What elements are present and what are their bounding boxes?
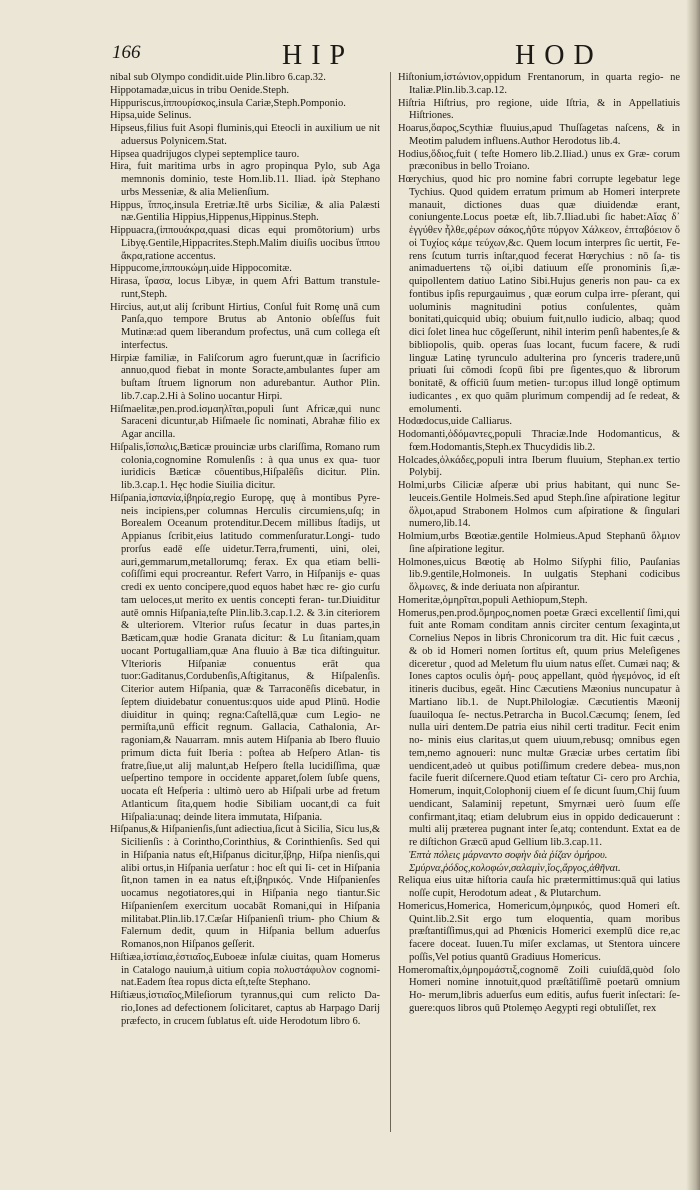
dictionary-entry: Hodius,ὅδιος,fuit ( teſte Homero lib.2.Iliad.) unus ex Græ- corum præconibus in bello Troiano. [398,148,680,173]
dictionary-entry: Hippus, ἵππος,insula Eretriæ.Itē urbs Siciliæ, & alia Palæsti næ.Gentilia Hippius,Hippenus,Hippinus.Steph. [110,199,380,224]
dictionary-entry: Holcades,ὁλκάδες,populi intra Iberum fluuium, Stephan.ex tertio Polybij. [398,454,680,479]
dictionary-entry: Hippuacra,(ἱππουάκρα,quasi dicas equi promōtorium) urbs Libyę.Gentile,Hippacrites.Steph.Malim diuiſis uocibus ἵππου ἄκρα,ratione accentus. [110,225,380,262]
dictionary-entry: Hiſpanus,& Hiſpanienſis,ſunt adiectiua,ſicut à Sicilia, Sicu lus,& Sicilienſis : à Corintho,Corinthius, & Corinthienſis. Sed qui in Hiſpania natus eſt,Hiſpanus dicitur,ἴβηρ, Hiſpa nienſis,qui alibi ortus,in Hiſpania uerſatur : hoc eſt qui Ii- cet in Hiſpania ſit,non tamen in ea natus eſt,ἰβηρικός. Vnde Hiſpanienſes uocamus negotiatores,qui in Hiſpania nego tiantur.Sic Hiſpanienſem exercitum uocabāt Romani,qui in Hiſpania militabat.Plin.lib.17.Cæſar Hiſpanienſi trium- pho Chium & Falernum dedit, quum in Hiſpania bellum aduerſus Romanos,non Hiſpanos geſſerit. [110,824,380,950]
dictionary-entry: Hircius, aut,ut alij ſcribunt Hirtius, Conſul fuit Romę unā cum Panſa,quo tempore Brutus ab Antonio obſeſſus fuit Mutinæ:ad quem liberandum profectus, unā cum collega eſt interfectus. [110,301,380,351]
left-column [110,72,380,1028]
dictionary-entry: Holmones,uicus Bœotię ab Holmo Siſyphi filio, Pauſanias lib.9.gentile,Holmoneis. In uulgatis Stephani codicibus ὅλμωνες, & inde deriuata non aſpirantur. [398,556,680,593]
dictionary-entry: Hodœdocus,uide Calliarus. [398,416,513,428]
dictionary-entry: Hiſpalis,ἵσπαλις,Bæticæ prouinciæ urbs clariſſima, Romano rum colonia,cognomine Romulenſis : à qua unus ex qua- tuor iuridicis Bæticæ cōuentibus,Hiſpalēſis dicitur. Plin. lib.3.cap.1. Hęc hodie Siuilia dicitur. [110,441,380,491]
dictionary-entry: Hiſtonium,ἱστώνιον,oppidum Frentanorum, in quarta regio- ne Italiæ.Plin.lib.3.cap.12. [398,72,680,96]
dictionary-entry: Hipsa,uide Selinus. [110,110,192,122]
right-column [398,72,680,1016]
dictionary-entry: Hiſpania,ἱσπανία,ἰβηρία,regio Europę, quę à montibus Pyre- neis incipiens,per columnas Herculis circumiens,uſq; in Borealem Oceanum protenditur.Decem millibus ſtadijs, ut Appianus ſcribit,eius latitudo commenſuratur.Longi- tudo prorſus eadē eſſe uidetur.Terra,frumenti, uini, olei, auri,gemmarum,metallorumq; ferax. Ex qua etiam belli- coſiſſimi equi procreantur. Refert Varro, in Hiſpanijs e- quas credi ex uento concipere,quod equos habet hæc re- gio curſu tam ueloces,ut merito ex uentis concepti feran- tur.Diuiditur autē omnis Hiſpania,teſte Plin.lib.3.cap.1.2. & 3.in citeriorem & ulteriorem. Vlterior ruſus ſecatur in duas partes,in Bæticam,quæ hodie Granata dicitur: & Lu ſitaniam,quam uocant Portugalliam,quæ Ana fluuio à Bæ tica diſtinguitur. Vlterioris Hiſpaniæ conuentus erāt qua tuor:Gaditanus,Cordubenſis,Aſtigitanus, & Hiſpalenſis. Citerior autem Hiſpania, quæ & Tarraconēſis dicebatur, in ſeptem diuidebatur conuentus:quos uide apud Plinū. Hodie diuiditur in quinq; regna:Caſtellā,quæ cum Legio- ne permiſta,unū efficit regnum. Gallacia, Cathalonia, Ar- ragoniam,& Nauarram. mnis autem Hiſpania ab Ibero fluuio primum dicta fuit Iberia : poſtea ab Heſpero Atlan- tis fratre,ſiue,ut alij malunt,ab Heſpero ſtella lucidiſſima, quæ ueſpertino tempore in occidente apparet,ſolem ſubſe quens, uocata eſt Heſperia : ultimò uero ab Hiſpali urbe ad fretum Atlanticum ſita,quem hodie Sibiliam uocant,di ca fuit Hiſpalia:unaq; deinde litera immutata, Hiſpania. [110,492,380,823]
dictionary-entry: Hippucome,ἱππουκώμη.uide Hippocomitæ. [110,263,292,275]
dictionary-entry: Hipseus,filius fuit Asopi fluminis,qui Eteocli in auxilium ue nit aduersus Polynicem.Stat. [110,123,380,147]
right-heading: HOD [515,40,603,71]
dictionary-entry: nibal sub Olympo condidit.uide Plin.libro 6.cap.32. [110,72,326,83]
dictionary-entry: Hippuriscus,ἱππουρίσκος,insula Cariæ,Steph.Pomponio. [110,97,346,109]
dictionary-entry: Reliqua eius uitæ hiſtoria cauſa hic prætermittimus:quā qui latius noſſe cupit, Herodotum adeat , & Plutarchum. [398,875,680,899]
dictionary-entry: Hirasa, ἵρασα, locus Libyæ, in quem Afri Battum transtule- runt,Steph. [110,276,380,300]
dictionary-entry: Hiſtiæus,ἱστιαῖος,Mileſiorum tyrannus,qui cum relicto Da- rio,Iones ad defectionem ſolicitaret, captus ab Harpago Darij præfecto, in crucem ſublatus eſt. uide Herodotum libro 6. [110,990,380,1027]
dictionary-entry: Homeromaſtix,ὁμηρομάστιξ,cognomē Zoili cuiuſdā,quòd ſolo Homeri nomine innotuit,quod præſtātiſſimē poetarū omnium Ho- merum,libris aduerſus eum editis, aufus fuerit inſectari: ſe- guere:quos libros quū Ptolemęo Aegypti regi obtuliſſet, rex [398,964,680,1014]
dictionary-entry: Hiſtiæa,ἱστίαια,ἑστιαῖος,Euboeæ inſulæ ciuitas, quam Homerus in Catalogo nauium,à uitium copia πολυστάφυλον cognomi- nat.Eadem ſtea ropus dicta eſt,teſte Stephano. [110,951,380,989]
dictionary-entry: Holmi,urbs Ciliciæ aſperæ ubi prius habitant, qui nunc Se- leuceis.Gentile Holmeis.Sed apud Steph.ſine aſpiratione legitur ὅλμοι,apud Strabonem Holmos cum aſpiratione & ſingulari numero,lib.14. [398,480,680,530]
dictionary-entry: Hiſtria Hiſtrius, pro regione, uide Iſtria, & in Appellatiuis Hiſtriones. [398,97,680,122]
dictionary-entry: Hoarus,ὅαρος,Scythiæ fluuius,apud Thuſſagetas naſcens, & in Meotim paludem influens.Author Herodotus lib.4. [398,123,680,147]
dictionary-entry: Hirpiæ familiæ, in Faliſcorum agro fuerunt,quæ in ſacrificio annuo,quod fiebat in monte Soracte,ambulantes ſuper am buſtam ſtruem lignorum non adurebantur. Author Plin. lib.7.cap.2.Hi à Solino uocantur Hirpi. [110,352,380,402]
dictionary-entry: Homerus,pen.prod.ὅμηρος,nomen poetæ Græci excellentiſ ſimi,qui fuit ante Romam conditam annis circiter centum ſexaginta,ut Cornelius Nepos in libris Chronicorum tra dit. Hic fuit cæcus , & ob id Homeri nomen ſortitus eſt, quum prius Meleſigenes diceretur , quod ad Meletum flu uium natus eſſet. Cumæi naq; & Iones captos oculis ὁμή- ρους appellant, quòd ἡγεμόνος, id eſt itineris ducibus, egeāt. Hinc Cæcutiens Mæonius nuncupatur à Martiano lib.1. de Nupt.Philologiæ. Cæcutientis Mæonij ſuauiloqua ſe- nectus.Petrarcha in Bucol.Cæcumq; ſenem, ſed nulla uiri dentem.De patria eius nihil certi traditur. Fecit enim no- minis eius claritas,ut quem uiuum,rebusq; omnibus egen tem,nemo agnoueri: nunc multæ Græciæ urbes certatim ſibi uendicent,adeò ut quibus potiſſimum credere debea- mus,non facile fuerit diſcernere.Quod etiam teſtatur Ci- cero pro Archia, Homerum, inquit,Colophonij ciuem eſ ſe dicunt ſuum,Chij ſuum uendicant, Salaminij repetunt, Smyrnæi uerò ſuum eſſe confirmant,itaq; etiam delubrum eius in oppido dedicauerunt : multi alij præterea pugnant inter ſe,atq; contendunt. Extat ea de re diſtichon Græcū apud Gellium lib.3.cap.11. [398,607,680,848]
left-heading: HIP [282,40,355,71]
dictionary-entry: Hira, fuit maritima urbs in agro propinqua Pylo, sub Aga memnonis dominio, teste Hom.lib.11. Iliad. ἱρὰ Stephano urbs Messeniæ, & alia Melienſium. [110,161,380,198]
dictionary-entry: Hodomanti,ὀδόμαντες,populi Thraciæ.Inde Hodomanticus, & fœm.Hodomantis,Steph.ex Thucydidis lib.2. [398,429,680,453]
dictionary-entry: Ἑπτὰ πόλεις μάρναντο σοφὴν διὰ ῥίζαν ὁμήρου. [409,849,608,861]
dictionary-entry: Homeritæ,ὁμηρῖται,populi Aethiopum,Steph. [398,594,588,606]
dictionary-entry: Hiſmaelitæ,pen.prod.ἰσμαηλῖται,populi ſunt Africæ,qui nunc Saraceni dicuntur,ab Hiſmaele ſic nominati, Abrahæ filio ex Agar ancilla. [110,403,380,440]
column-divider [390,72,391,1132]
dictionary-entry: Σμύρνα,ῥόδος,κολοφών,σαλαμὶν,ἴος,ἄργος,ἀθῆναι. [409,862,621,874]
page-gutter [686,0,700,1190]
dictionary-entry: Homericus,Homerica, Homericum,ὁμηρικός, quod Homeri eſt. Quint.lib.2.Sit ergo tum eloquentia, quam moribus præſtantiſſimus,qui ad Phœnicis Homerici exemplū dice re,ac facere doceat. Iuuen.Tu miſer exclamas, ut Stentora uincere poſſis,Vel potius quantū Gradiuus Homericus. [398,900,680,963]
dictionary-entry: Hippotamadæ,uicus in tribu Oenide.Steph. [110,84,290,96]
dictionary-entry: Holmium,urbs Bœotiæ.gentile Holmieus.Apud Stephanū ὅλμιον ſine aſpiratione legitur. [398,531,680,555]
dictionary-entry: Hipsea quadrijugos clypei septemplice tauro. [110,148,300,160]
page-number: 166 [112,42,141,63]
dictionary-entry: Hœrychius, quod hic pro nomine fabri corrupte legebatur lege Tychius. Quod quidem erratum primum ab Homeri interprete manauit, dictiones duas quæ diuidendæ erant, coniungente.Locus poetæ eſt, lib.7.Iliad.ubi ſic habet:Αἴας δ᾽ ἐγγύθεν ἦλθε,φέρων σάκος,ἠΰτε πύργον Χάλκεον, ἑπταβόειον ὅ οἱ Τυχίος κάμε τεύχων,&c. Quem locum interpres ſic uertit, Fe- rens ſcutum turris inſtar,quod fecerat Hœrychius : nō ſa- tis animaduertens τῷ οἱ,ibi datiuum eſſe pronominis ſi,æ- quipollentem datiuo Latino Sibi.Hujus generis non pau- ca ex fontibus ipſis repurgauimus , quæ eorum culpa irre- pſerant, qui uoluminis magnitudini potius conſulentes, quàm bonitati,quicquid ubiq; obuium fuit,nullo iudicio, albaq; quod dici ſolet linea huc cōgeſſerunt, nihil interim penſi habentes,ſe & bibliopolis, quib. operas ſuas locant, fucum facere, & rudi linguæ Latinę tyrunculo adulterina pro ſynceris tradere,unū priuati ſui cōmodi ſcopū ſibi pre ſigentes,quo & librorum bonitatē, & officiū ſuum metien- tur:opus illud longē optimum iudicantes , ex quo quām plurimum compendij ad ſe redeat, & emolumenti. [398,174,680,415]
